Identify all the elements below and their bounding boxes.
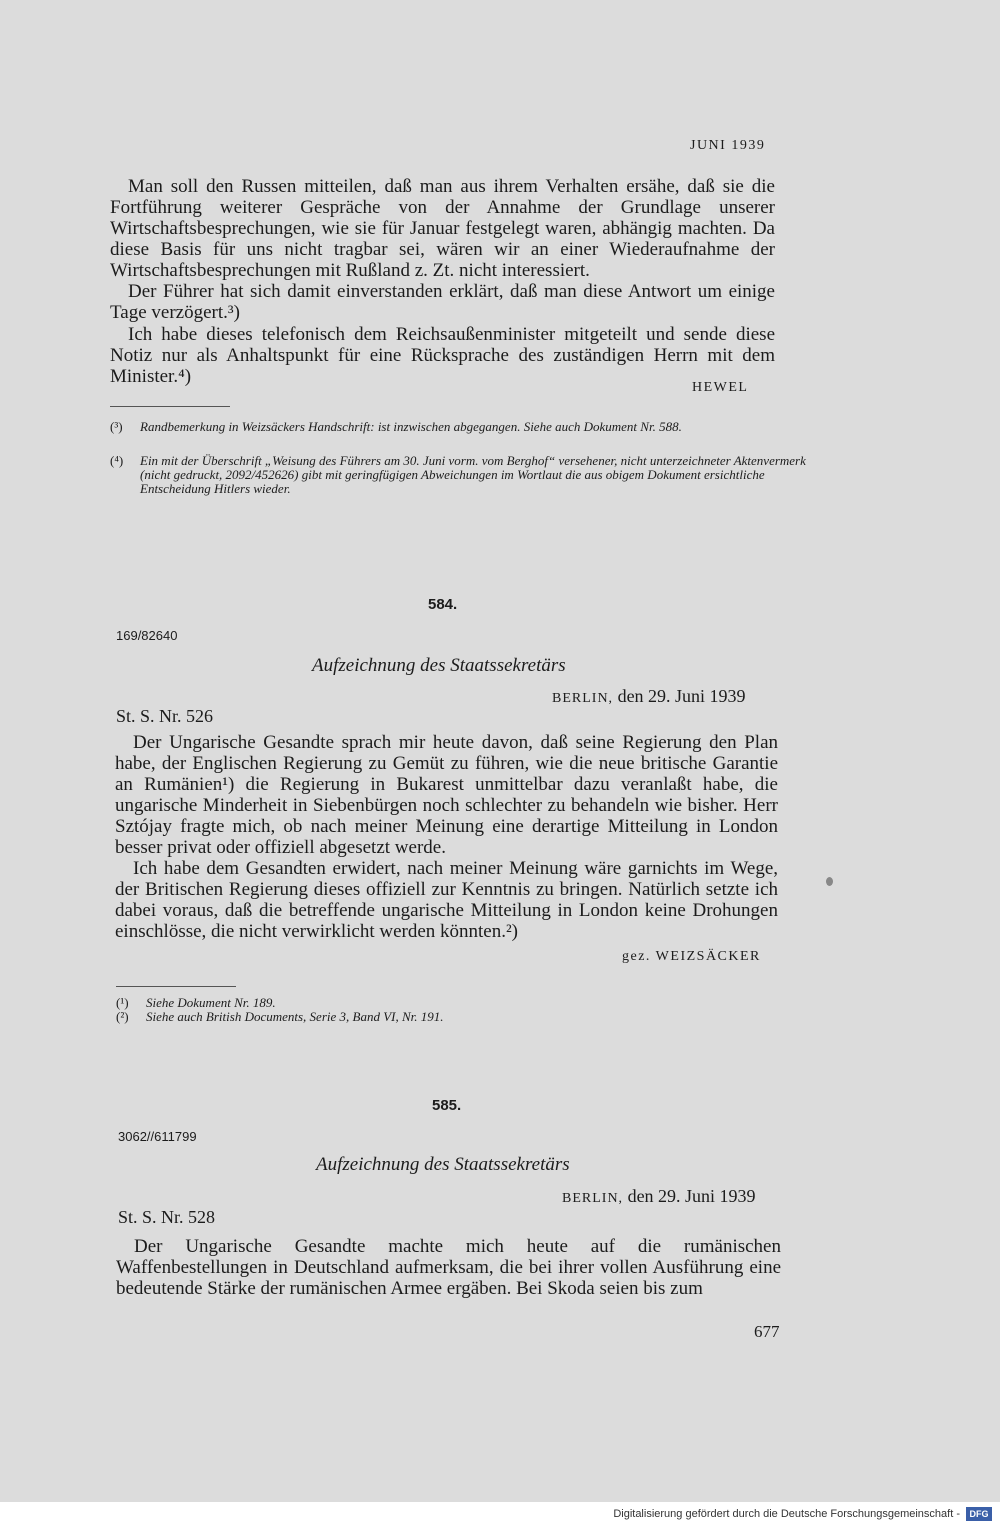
document-title: Aufzeichnung des Staatssekretärs <box>316 1154 570 1175</box>
scan-speck <box>826 877 833 886</box>
paragraph: Ich habe dieses telefonisch dem Reichsaußenminister mitgeteilt und sende diese Notiz nur als Anhaltspunkt für eine Rücksprache des zuständigen Herrn mit dem Minister.⁴) <box>110 324 775 387</box>
footnote-divider <box>110 406 230 407</box>
document-title: Aufzeichnung des Staatssekretärs <box>312 655 566 676</box>
footnote: (²) Siehe auch British Documents, Serie 3, Band VI, Nr. 191. <box>116 1009 444 1024</box>
file-reference: 3062//611799 <box>118 1129 197 1144</box>
running-header: JUNI 1939 <box>690 138 766 153</box>
signature: HEWEL <box>692 380 749 395</box>
paragraph: Ich habe dem Gesandten erwidert, nach meiner Meinung wäre garnichts im Wege, der Britischen Regierung dieses offiziell zur Kenntnis zu bringen. Natürlich setzte ich dabei voraus, daß die betreffende ungarische Mitteilung in London keine Drohungen einschlösse, die nicht verwirklicht werden könnten.²) <box>115 858 778 942</box>
paragraph: Der Ungarische Gesandte sprach mir heute davon, daß seine Regierung den Plan habe, der Englischen Regierung zu Gemüt zu führen, wie die neue britische Garantie an Rumänien¹) die Regierung in Bukarest unmittelbar dazu veranlaßt habe, die ungarische Minderheit in Siebenbürgen noch schlechter zu behandeln wie bisher. Herr Sztójay fragte mich, ob nach meiner Meinung eine derartige Mitteilung in London besser privat oder offiziell abgesetzt werde. <box>115 732 778 858</box>
digitization-footer <box>0 1502 1000 1528</box>
footnote: (³) Randbemerkung in Weizsäckers Handschrift: ist inzwischen abgegangen. Siehe auch Dokument Nr. 588. <box>110 419 682 434</box>
reference-number: St. S. Nr. 528 <box>118 1207 216 1227</box>
footer-text: Digitalisierung gefördert durch die Deutsche Forschungsgemeinschaft - <box>613 1508 960 1520</box>
place-date: BERLIN, den 29. Juni 1939 <box>552 686 746 706</box>
signature: gez. WEIZSÄCKER <box>622 949 761 964</box>
reference-number: St. S. Nr. 526 <box>116 706 214 726</box>
footnote-divider <box>116 986 236 987</box>
footnote: (¹) Siehe Dokument Nr. 189. <box>116 995 276 1010</box>
page-number: 677 <box>754 1322 780 1341</box>
document-number: 584. <box>428 596 458 613</box>
document-number: 585. <box>432 1097 462 1114</box>
place-date: BERLIN, den 29. Juni 1939 <box>562 1186 756 1206</box>
file-reference: 169/82640 <box>116 628 178 643</box>
dfg-logo: DFG <box>966 1507 992 1521</box>
paragraph: Man soll den Russen mitteilen, daß man aus ihrem Verhalten ersähe, daß sie die Fortführung weiterer Gespräche von der Annahme der Grundlage unserer Wirtschaftsbesprechungen, wie sie für Januar festgelegt waren, abhängig machten. Da diese Basis für uns nicht tragbar sei, wären wir an einer Wiederaufnahme der Wirtschaftsbesprechungen mit Rußland z. Zt. nicht interessiert. <box>110 176 775 281</box>
paragraph: Der Führer hat sich damit einverstanden erklärt, daß man diese Antwort um einige Tage verzögert.³) <box>110 281 775 323</box>
paragraph: Der Ungarische Gesandte machte mich heute auf die rumänischen Waffenbestellungen in Deutschland aufmerksam, die bei ihrer vollen Ausführung eine bedeutende Stärke der rumänischen Armee ergäben. Bei Skoda seien bis zum <box>116 1236 781 1299</box>
footnote: (⁴) Ein mit der Überschrift „Weisung des Führers am 30. Juni vorm. vom Berghof“ versehener, nicht unterzeichneter Aktenvermerk (nicht gedruckt, 2092/452626) gibt mit geringfügigen Abweichungen im Wortlaut die aus obigem Dokument ersichtliche Entscheidung Hitlers wieder. <box>110 453 806 496</box>
